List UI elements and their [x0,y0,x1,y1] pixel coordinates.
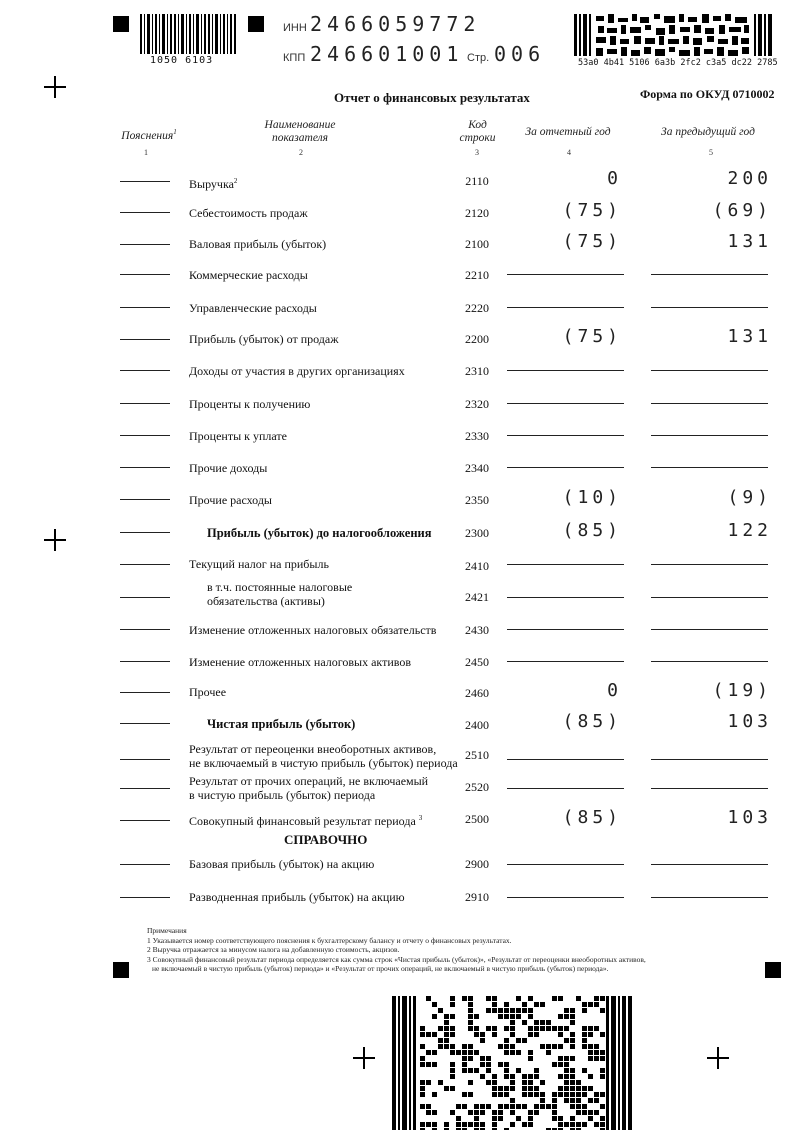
value-current-year: (10) [562,487,622,508]
value-previous-year-line [651,564,768,565]
row-code: 2220 [465,301,489,315]
col-header-indicator: Наименование показателя [264,119,336,144]
notes-field-line [120,788,170,789]
row-code: 2310 [465,364,489,378]
row-code: 2350 [465,493,489,507]
value-current-year: (85) [562,520,622,541]
row-code: 2200 [465,332,489,346]
notes-field-line [120,499,170,500]
value-previous-year: 122 [727,520,772,541]
row-code: 2400 [465,718,489,732]
col-header-current-year: За отчетный год [525,126,611,138]
row-code: 2510 [465,748,489,762]
row-name: Управленческие расходы [189,301,317,315]
value-current-year-line [507,435,624,436]
row-code: 2520 [465,780,489,794]
row-code: 2460 [465,686,489,700]
value-previous-year-line [651,274,768,275]
row-code: 2421 [465,590,489,604]
row-code: 2430 [465,623,489,637]
col-number: 3 [475,148,479,157]
barcode-number: 1050 6103 [150,55,214,66]
row-code: 2910 [465,890,489,904]
row-name: Прибыль (убыток) от продаж [189,332,339,346]
registration-mark [248,16,264,32]
registration-mark [113,16,129,32]
value-current-year-line [507,467,624,468]
row-name: Базовая прибыль (убыток) на акцию [189,857,375,871]
row-code: 2210 [465,268,489,282]
report-title: Отчет о финансовых результатах [334,90,530,105]
value-current-year-line [507,274,624,275]
value-previous-year: 131 [727,326,772,347]
col-header-notes: Пояснения$^1$ [121,128,177,142]
row-name: Прибыль (убыток) до налогообложения [207,526,432,540]
row-code: 2410 [465,559,489,573]
notes-field-line [120,435,170,436]
value-previous-year-line [651,467,768,468]
barcode-2d-bottom [392,996,632,1130]
row-name: Коммерческие расходы [189,268,308,282]
row-name: Совокупный финансовый результат периода $^3$ [189,814,423,828]
row-code: 2330 [465,429,489,443]
row-code: 2300 [465,526,489,540]
value-current-year-line [507,864,624,865]
value-current-year-line [507,661,624,662]
page-label: Стр. [467,52,490,64]
col-number: 1 [144,148,148,157]
row-code: 2100 [465,237,489,251]
value-previous-year: 103 [727,807,772,828]
value-current-year-line [507,788,624,789]
value-current-year: (75) [562,326,622,347]
barcode-2d [574,14,772,56]
col-number: 2 [299,148,303,157]
notes-field-line [120,661,170,662]
value-current-year: (75) [562,231,622,252]
row-name: Проценты к получению [189,397,311,411]
row-name: Себестоимость продаж [189,206,308,220]
inn-value: 2466059772 [310,12,481,36]
footnote: 1 Указывается номер соответствующего пояснения к бухгалтерскому балансу и отчету о финансовых результатах. [147,935,512,945]
row-name: Проценты к уплате [189,429,287,443]
notes-field-line [120,181,170,182]
row-name: Прочие расходы [189,493,272,507]
value-previous-year-line [651,864,768,865]
notes-field-line [120,864,170,865]
row-name: Изменение отложенных налоговых обязательств [189,623,437,637]
notes-field-line [120,403,170,404]
value-previous-year-line [651,597,768,598]
value-previous-year-line [651,897,768,898]
value-previous-year-line [651,307,768,308]
barcode-linear [140,14,236,54]
value-previous-year-line [651,435,768,436]
row-name: Прочие доходы [189,461,268,475]
footnote: не включаемый в чистую прибыль (убыток) периода» и «Результат от прочих операций, не включаемый в чистую прибыль (убыток) периода». [152,964,609,973]
value-previous-year: 131 [727,231,772,252]
footnote: 2 Выручка отражается за минусом налога на добавленную стоимость, акцизов. [147,945,400,954]
row-code: 2320 [465,397,489,411]
notes-field-line [120,244,170,245]
notes-field-line [120,212,170,213]
value-previous-year-line [651,661,768,662]
notes-field-line [120,723,170,724]
crosshair-mark [44,529,66,551]
notes-field-line [120,532,170,533]
footnotes [147,926,727,974]
value-previous-year-line [651,788,768,789]
kpp-label: КПП [283,52,306,64]
row-name: Валовая прибыль (убыток) [189,237,327,251]
form-okud-code: Форма по ОКУД 0710002 [640,87,775,101]
value-previous-year-line [651,759,768,760]
value-previous-year-line [651,370,768,371]
notes-field-line [120,274,170,275]
row-code: 2900 [465,857,489,871]
row-code: 2110 [465,174,489,188]
registration-mark [765,962,781,978]
row-name: Доходы от участия в других организациях [189,364,405,378]
row-name: Результат от прочих операций, не включаемый в чистую прибыль (убыток) периода [189,774,429,802]
value-current-year: (85) [562,711,622,732]
value-previous-year: 200 [727,168,772,189]
value-current-year-line [507,564,624,565]
row-name: Текущий налог на прибыль [189,557,329,571]
row-name: Изменение отложенных налоговых активов [189,655,412,669]
col-header-code: Код строки [459,119,496,144]
notes-field-line [120,307,170,308]
notes-field-line [120,629,170,630]
notes-field-line [120,564,170,565]
value-current-year-line [507,759,624,760]
value-previous-year-line [651,629,768,630]
notes-field-line [120,597,170,598]
row-code: 2450 [465,655,489,669]
notes-field-line [120,339,170,340]
value-current-year: (85) [562,807,622,828]
crosshair-mark [44,76,66,98]
notes-field-line [120,759,170,760]
row-name: в т.ч. постоянные налоговые обязательства (активы) [207,580,353,608]
notes-field-line [120,692,170,693]
col-number: 5 [709,148,713,157]
value-current-year-line [507,370,624,371]
value-current-year-line [507,307,624,308]
notes-field-line [120,467,170,468]
row-name: Результат от переоценки внеоборотных активов, не включаемый в чистую прибыль (убыток) периода [189,742,458,770]
footnotes-title: Примечания [147,926,187,935]
value-current-year: (75) [562,200,622,221]
crosshair-mark [353,1047,375,1069]
value-previous-year: (69) [712,200,772,221]
value-current-year-line [507,897,624,898]
barcode-hash: 53a0 4b41 5106 6a3b 2fc2 c3a5 dc22 2785 [578,58,778,68]
notes-field-line [120,897,170,898]
row-code: 2340 [465,461,489,475]
value-current-year-line [507,403,624,404]
value-previous-year: (9) [727,487,772,508]
value-current-year: 0 [607,680,622,701]
page-value: 006 [494,42,546,66]
value-current-year: 0 [607,168,622,189]
inn-label: ИНН [283,22,307,34]
kpp-value: 246601001 [310,42,464,66]
value-current-year-line [507,629,624,630]
section-heading-reference: СПРАВОЧНО [284,832,368,847]
footnote: 3 Совокупный финансовый результат периода определяется как сумма строк «Чистая прибыль (убыток)», «Результат от переоценки внеоборотных активов, [147,954,646,964]
row-code: 2500 [465,812,489,826]
registration-mark [113,962,129,978]
value-current-year-line [507,597,624,598]
col-header-previous-year: За предыдущий год [661,126,755,138]
crosshair-mark [707,1047,729,1069]
value-previous-year: (19) [712,680,772,701]
value-previous-year: 103 [727,711,772,732]
col-number: 4 [567,148,571,157]
row-name: Прочее [189,685,227,699]
row-code: 2120 [465,206,489,220]
row-name: Разводненная прибыль (убыток) на акцию [189,890,405,904]
value-previous-year-line [651,403,768,404]
notes-field-line [120,370,170,371]
notes-field-line [120,820,170,821]
row-name: Выручка$^2$ [189,177,238,191]
row-name: Чистая прибыль (убыток) [207,717,356,731]
